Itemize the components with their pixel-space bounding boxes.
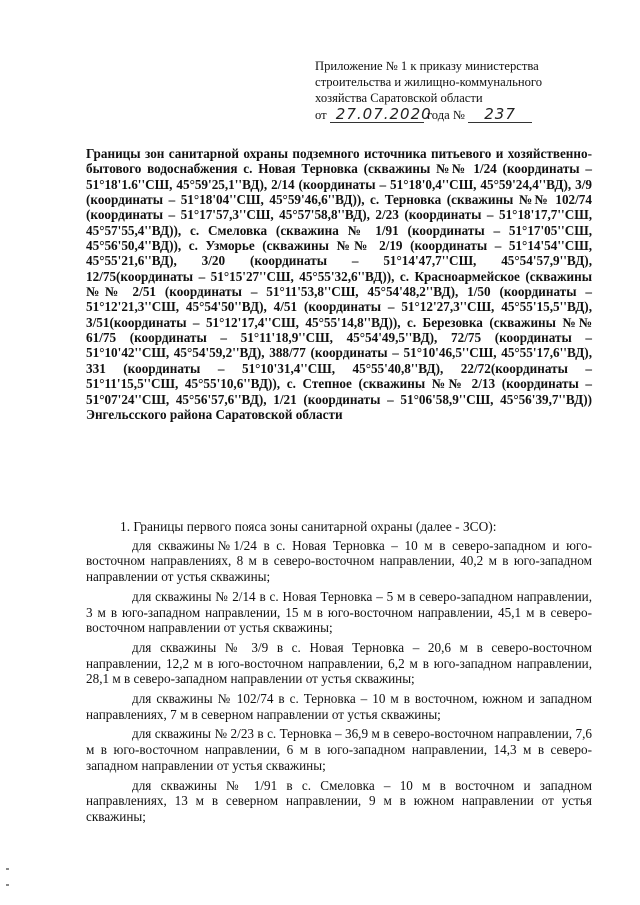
paragraph: для скважины № 102/74 в с. Терновка – 10 м в восточном, южном и западном направлениях, 7 м в северном направлении от устья скважины; [86, 691, 592, 722]
paragraph: для скважины № 1/91 в с. Смеловка – 10 м в восточном и западном направлениях, 13 м в северном направлении, 9 м в южном направлении от устья скважины; [86, 777, 592, 824]
handwritten-number: 237 [468, 106, 532, 123]
appendix-line-3: хозяйства Саратовской области [315, 91, 483, 105]
appendix-signature-line [315, 106, 605, 123]
document-title [86, 146, 592, 422]
year-label: года № [426, 108, 465, 122]
paragraph: для скважины№1/24 в с. Новая Терновка – 10 м в северо-западном и юго-восточном направлениях, 8 м в северо-восточном направлении, 40,2 м в юго-западном направлении от устья скважины; [86, 537, 592, 585]
section-heading: 1. Границы первого пояса зоны санитарной охраны (далее - ЗСО): [120, 519, 497, 534]
handwritten-date: 27.07.2020 [330, 106, 424, 123]
appendix-header [315, 58, 605, 123]
appendix-line-2: строительства и жилищно-коммунального [315, 75, 543, 89]
paragraph: для скважины № 2/14 в с. Новая Терновка – 5 м в северо-западном направлении, 3 м в юго-западном направлении, 15 м в юго-восточном направлении, 45,1 м в северо-восточном направлении от устья скважины; [86, 588, 592, 636]
paragraph: для скважины № 2/23 в с. Терновка – 36,9 м в северо-восточном направлении, 7,6 м в юго-восточном направлении, 6 м в юго-западном направлении, 14,3 м в северо-западном направлении от устья скважины; [86, 726, 592, 773]
scan-speck [6, 868, 9, 870]
appendix-line-1: Приложение № 1 к приказу министерства [315, 59, 539, 73]
title-text: Границы зон санитарной охраны подземного источника питьевого и хозяйственно-бытового водоснабжения с. Новая Терновка (скважины №№ 1/24 (координаты – 51°18'1.6''СШ, 45°59'25,1''ВД), 2/14 (координаты – 51°18'0,4''СШ, 45°59'24,4''ВД), 3/9 (координаты – 51°18'04''СШ, 45°59'46,6''ВД)), с. Терновка (скважины №№ 102/74 (координаты – 51°17'57,3''СШ, 45°57'58,8''ВД), 2/23 (координаты – 51°18'17,7''СШ, 45°57'55,4''ВД)), с. Смеловка (скважина № 1/91 (координаты – 51°17'05''СШ, 45°56'50,4''ВД)), с. Узморье (скважины №№ 2/19 (координаты – 51°14'54''СШ, 45°55'21,6''ВД), 3/20 (координаты – 51°14'47,7''СШ, 45°54'57,9''ВД), 12/75(координаты – 51°15'27''СШ, 45°55'32,6''ВД)), с. Красноармейское (скважины №№ 2/51 (координаты – 51°11'53,8''СШ, 45°54'48,2''ВД), 1/50 (координаты – 51°12'21,3''СШ, 45°54'50''ВД), 4/51 (координаты – 51°12'27,3''СШ, 45°55'15,5''ВД), 3/51(координаты – 51°12'17,4''СШ, 45°55'14,8''ВД)), с. Березовка (скважины №№ 61/75 (координаты – 51°11'18,9''СШ, 45°54'49,5''ВД), 72/75 (координаты – 51°10'42''СШ, 45°54'59,2''ВД), 388/77 (координаты – 51°10'46,5''СШ, 45°55'17,6''ВД), 331 (координаты – 51°10'31,4''СШ, 45°55'40,8''ВД), 22/72(координаты – 51°11'15,5''СШ, 45°55'10,6''ВД)), с. Степное (скважины №№ 2/13 (координаты – 51°07'24''СШ, 45°56'57,6''ВД), 1/21 (координаты – 51°06'58,9''СШ, 45°56'39,7''ВД)) Энгельсского района Саратовской области [86, 146, 592, 422]
document-body [86, 519, 592, 829]
scan-speck [6, 884, 9, 886]
from-label: от [315, 108, 327, 122]
paragraph: для скважины № 3/9 в с. Новая Терновка – 20,6 м в северо-восточном направлении, 12,2 м в юго-восточном направлении, 6,2 м в юго-западном направлении, 28,1 м в северо-западном направлении от устья скважины; [86, 639, 592, 687]
